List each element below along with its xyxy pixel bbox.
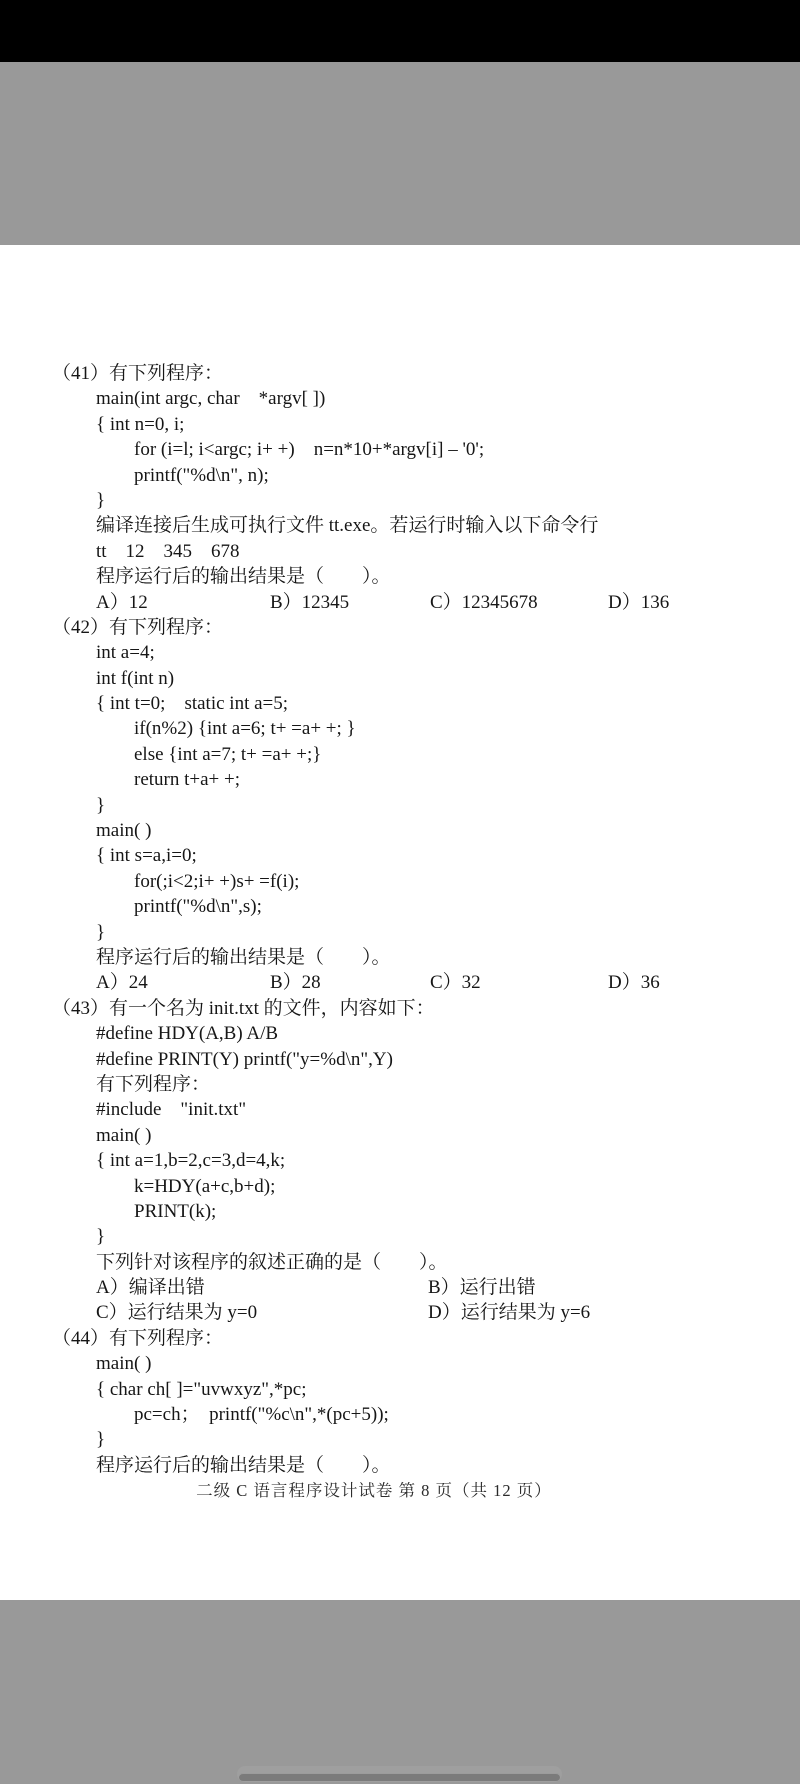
code-line: return t+a+ +; — [134, 769, 241, 791]
code-line: if(n%2) {int a=6; t+ =a+ +; } — [134, 718, 356, 740]
code-line: printf("%d\n", n); — [134, 464, 269, 486]
code-line: } — [96, 1429, 106, 1451]
top-bar — [0, 0, 800, 62]
options-row — [0, 1275, 800, 1300]
code-line: 程序运行后的输出结果是（ ）。 — [96, 946, 391, 968]
page-footer: 二级 C 语言程序设计试卷 第 8 页（共 12 页） — [196, 1481, 552, 1500]
code-line: 下列针对该程序的叙述正确的是（ ）。 — [96, 1251, 448, 1273]
option-label: B）运行出错 — [428, 1277, 536, 1299]
option-label: B）28 — [270, 972, 321, 994]
code-line: printf("%d\n",s); — [134, 896, 262, 918]
code-line: main(int argc, char *argv[ ]) — [96, 388, 326, 410]
code-line: for (i=l; i<argc; i+ +) n=n*10+*argv[i] – '0'; — [134, 439, 485, 461]
code-line: pc=ch； printf("%c\n",*(pc+5)); — [134, 1404, 389, 1426]
code-line: main( ) — [96, 1353, 152, 1375]
code-line: 编译连接后生成可执行文件 tt.exe。若运行时输入以下命令行 — [96, 515, 599, 537]
question-line: （43）有一个名为 init.txt 的文件，内容如下： — [52, 997, 435, 1019]
code-line: else {int a=7; t+ =a+ +;} — [134, 743, 322, 765]
options-row — [0, 1300, 800, 1325]
code-line: tt 12 345 678 — [96, 540, 240, 562]
code-line: { int t=0; static int a=5; — [96, 693, 289, 715]
option-label: A）24 — [96, 972, 148, 994]
options-row — [0, 590, 800, 615]
question-line: （42）有下列程序： — [52, 616, 224, 638]
question-line: （44）有下列程序： — [52, 1327, 224, 1349]
document-lines — [0, 361, 800, 1478]
code-line: } — [96, 489, 106, 511]
code-line: int f(int n) — [96, 667, 175, 689]
code-line: } — [96, 794, 106, 816]
option-label: D）136 — [608, 591, 670, 613]
option-label: A）编译出错 — [96, 1277, 205, 1299]
code-line: } — [96, 1226, 106, 1248]
option-label: B）12345 — [270, 591, 350, 613]
code-line: { char ch[ ]="uvwxyz",*pc; — [96, 1378, 307, 1400]
code-line: 程序运行后的输出结果是（ ）。 — [96, 566, 391, 588]
code-line: main( ) — [96, 820, 152, 842]
code-line: k=HDY(a+c,b+d); — [134, 1175, 276, 1197]
code-line: PRINT(k); — [134, 1200, 217, 1222]
code-line: #define HDY(A,B) A/B — [96, 1023, 279, 1045]
option-label: C）12345678 — [430, 591, 538, 613]
code-line: } — [96, 921, 106, 943]
code-line: for(;i<2;i+ +)s+ =f(i); — [134, 870, 300, 892]
code-line: { int n=0, i; — [96, 413, 185, 435]
option-label: C）运行结果为 y=0 — [96, 1302, 258, 1324]
code-line: #include "init.txt" — [96, 1099, 247, 1121]
code-line: int a=4; — [96, 642, 155, 664]
option-label: A）12 — [96, 591, 148, 613]
document-page[interactable] — [0, 245, 800, 1600]
code-line: main( ) — [96, 1124, 152, 1146]
code-line: 程序运行后的输出结果是（ ）。 — [96, 1454, 391, 1476]
question-line: （41）有下列程序： — [52, 363, 224, 384]
code-line: { int a=1,b=2,c=3,d=4,k; — [96, 1150, 286, 1172]
option-label: D）运行结果为 y=6 — [428, 1302, 591, 1324]
scrollbar-handle[interactable] — [239, 1773, 560, 1781]
code-line: #define PRINT(Y) printf("y=%d\n",Y) — [96, 1048, 393, 1070]
options-row — [0, 970, 800, 995]
option-label: D）36 — [608, 972, 660, 994]
option-label: C）32 — [430, 972, 481, 994]
code-line: { int s=a,i=0; — [96, 845, 197, 867]
code-line: 有下列程序： — [96, 1073, 211, 1095]
